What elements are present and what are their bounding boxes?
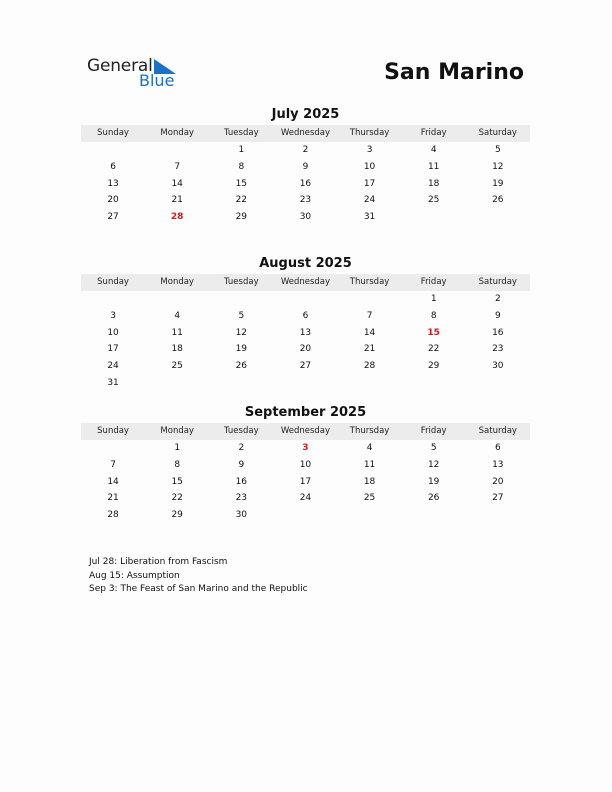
holiday-day-cell: 28 (170, 212, 184, 223)
day-cell: 15 (171, 476, 183, 487)
day-cell (402, 507, 466, 524)
day-cell: 13 (492, 459, 504, 470)
day-cell: 26 (492, 195, 504, 206)
week-row (81, 192, 530, 209)
weekday-header-row (81, 125, 530, 142)
day-cell: 6 (110, 161, 116, 172)
day-cell (209, 291, 273, 308)
day-cell: 23 (235, 493, 248, 504)
weekday-header-row (81, 274, 530, 291)
weekday-label: Sunday (97, 128, 129, 139)
day-cell (145, 291, 209, 308)
day-cell: 20 (492, 476, 504, 487)
week-row (81, 209, 530, 226)
day-cell: 5 (238, 310, 245, 321)
weekday-label: Wednesday (280, 277, 331, 288)
day-cell: 13 (299, 327, 312, 338)
week-row (81, 474, 530, 491)
day-cell (466, 375, 530, 392)
weekday-label: Thursday (349, 277, 390, 288)
day-cell (466, 507, 530, 524)
day-cell: 10 (363, 161, 376, 172)
day-cell: 14 (363, 327, 376, 338)
day-cell: 23 (492, 344, 504, 355)
day-cell: 19 (235, 344, 248, 355)
day-cell: 17 (363, 178, 376, 189)
day-cell: 18 (171, 344, 183, 355)
week-row (81, 507, 530, 524)
day-cell: 17 (299, 476, 312, 487)
holiday-note: Sep 3: The Feast of San Marino and the Republic (89, 584, 308, 595)
day-cell: 29 (171, 510, 183, 521)
day-cell: 7 (110, 459, 116, 470)
weekday-label: Friday (420, 426, 447, 437)
day-cell (145, 142, 209, 159)
holiday-day-cell: 3 (302, 443, 309, 453)
day-cell: 9 (494, 310, 501, 321)
day-cell: 8 (238, 161, 245, 172)
day-cell: 2 (238, 443, 245, 453)
day-cell (209, 375, 273, 392)
week-row (81, 358, 530, 375)
day-cell (81, 291, 145, 308)
logo-blue-text: Blue (139, 71, 175, 90)
week-row (81, 291, 530, 308)
week-row (81, 159, 530, 176)
weekday-label: Monday (160, 128, 194, 139)
day-cell: 19 (427, 476, 440, 487)
week-row (81, 341, 530, 358)
day-cell: 21 (171, 195, 183, 206)
day-cell (338, 507, 402, 524)
week-row (81, 176, 530, 193)
day-cell: 11 (427, 161, 440, 172)
day-cell (466, 209, 530, 226)
day-cell: 31 (363, 212, 376, 223)
day-cell: 12 (427, 459, 440, 470)
day-cell: 8 (174, 459, 181, 470)
weekday-header-row (81, 423, 530, 440)
day-cell: 18 (427, 178, 440, 189)
day-cell: 24 (363, 195, 376, 206)
day-cell: 10 (107, 327, 119, 338)
logo-general-text: General (87, 56, 153, 76)
day-cell: 27 (492, 493, 504, 504)
day-cell (81, 440, 145, 457)
day-cell: 16 (492, 327, 504, 338)
day-cell: 6 (494, 443, 501, 453)
day-cell: 10 (299, 459, 312, 470)
day-cell (338, 291, 402, 308)
weekday-label: Tuesday (224, 128, 259, 139)
weekday-label: Wednesday (280, 426, 331, 437)
month-calendar-july (81, 107, 530, 226)
holiday-day-cell: 15 (427, 327, 440, 338)
week-row (81, 325, 530, 342)
weekday-label: Tuesday (224, 277, 259, 288)
day-cell (402, 209, 466, 226)
weekday-label: Sunday (97, 277, 129, 288)
day-cell: 2 (302, 145, 309, 155)
day-cell: 9 (302, 161, 309, 172)
day-cell: 6 (302, 310, 309, 321)
day-cell: 30 (492, 361, 504, 372)
day-cell: 4 (430, 145, 437, 155)
day-cell: 4 (174, 310, 181, 321)
day-cell: 5 (430, 443, 437, 453)
day-cell (273, 507, 337, 524)
day-cell: 22 (171, 493, 183, 504)
day-cell: 1 (430, 294, 437, 304)
day-cell: 7 (174, 161, 181, 172)
week-row (81, 490, 530, 507)
day-cell: 3 (366, 145, 373, 155)
day-cell (273, 291, 337, 308)
day-cell: 18 (363, 476, 376, 487)
day-cell (402, 375, 466, 392)
day-cell: 28 (107, 510, 119, 521)
day-cell: 27 (107, 212, 119, 223)
day-cell: 16 (299, 178, 312, 189)
week-row (81, 440, 530, 457)
weekday-label: Saturday (478, 128, 517, 139)
day-cell: 31 (107, 377, 119, 388)
day-cell: 8 (430, 310, 437, 321)
day-cell: 4 (366, 443, 373, 453)
day-cell: 25 (171, 361, 183, 372)
day-cell: 5 (494, 145, 501, 155)
day-cell: 11 (363, 459, 376, 470)
day-cell (81, 142, 145, 159)
day-cell: 12 (492, 161, 504, 172)
day-cell: 21 (363, 344, 376, 355)
day-cell: 20 (107, 195, 119, 206)
day-cell: 19 (492, 178, 504, 189)
weekday-label: Tuesday (224, 426, 259, 437)
day-cell: 9 (238, 459, 245, 470)
day-cell: 25 (427, 195, 440, 206)
day-cell: 12 (235, 327, 248, 338)
day-cell: 30 (299, 212, 312, 223)
weekday-label: Saturday (478, 426, 517, 437)
day-cell: 26 (427, 493, 440, 504)
day-cell: 14 (171, 178, 183, 189)
week-row (81, 308, 530, 325)
day-cell: 13 (107, 178, 119, 189)
holiday-notes (89, 556, 308, 597)
day-cell: 17 (107, 344, 119, 355)
day-cell: 25 (363, 493, 376, 504)
day-cell: 15 (235, 178, 248, 189)
day-cell: 24 (107, 361, 119, 372)
weekday-label: Saturday (478, 277, 517, 288)
country-title: San Marino (384, 60, 524, 85)
week-row (81, 457, 530, 474)
weekday-label: Friday (420, 128, 447, 139)
week-row (81, 142, 530, 159)
month-calendar-august (81, 256, 530, 392)
day-cell: 16 (235, 476, 248, 487)
holiday-note: Jul 28: Liberation from Fascism (89, 557, 228, 567)
weekday-label: Thursday (349, 426, 390, 437)
month-title: September 2025 (244, 405, 367, 420)
month-title: July 2025 (271, 107, 340, 122)
day-cell: 24 (299, 493, 312, 504)
day-cell: 30 (235, 510, 248, 521)
week-row (81, 375, 530, 392)
weekday-label: Thursday (349, 128, 390, 139)
day-cell: 28 (363, 361, 376, 372)
day-cell: 1 (174, 443, 181, 453)
day-cell: 3 (110, 310, 116, 321)
day-cell: 1 (238, 145, 245, 155)
weekday-label: Sunday (97, 426, 129, 437)
day-cell: 22 (235, 195, 248, 206)
day-cell: 21 (107, 493, 119, 504)
day-cell: 27 (299, 361, 312, 372)
day-cell: 23 (299, 195, 312, 206)
day-cell: 29 (427, 361, 440, 372)
day-cell: 11 (171, 327, 183, 338)
day-cell: 22 (427, 344, 440, 355)
weekday-label: Wednesday (280, 128, 331, 139)
generalblue-logo (87, 56, 197, 92)
day-cell: 20 (299, 344, 312, 355)
weekday-label: Monday (160, 277, 194, 288)
day-cell: 7 (366, 310, 373, 321)
day-cell (145, 375, 209, 392)
weekday-label: Monday (160, 426, 194, 437)
weekday-label: Friday (420, 277, 447, 288)
day-cell: 14 (107, 476, 119, 487)
day-cell (338, 375, 402, 392)
day-cell: 29 (235, 212, 248, 223)
holiday-note: Aug 15: Assumption (89, 570, 180, 581)
day-cell (273, 375, 337, 392)
day-cell: 26 (235, 361, 248, 372)
month-title: August 2025 (259, 256, 352, 271)
month-calendar-september (81, 405, 530, 524)
day-cell: 2 (494, 294, 501, 304)
